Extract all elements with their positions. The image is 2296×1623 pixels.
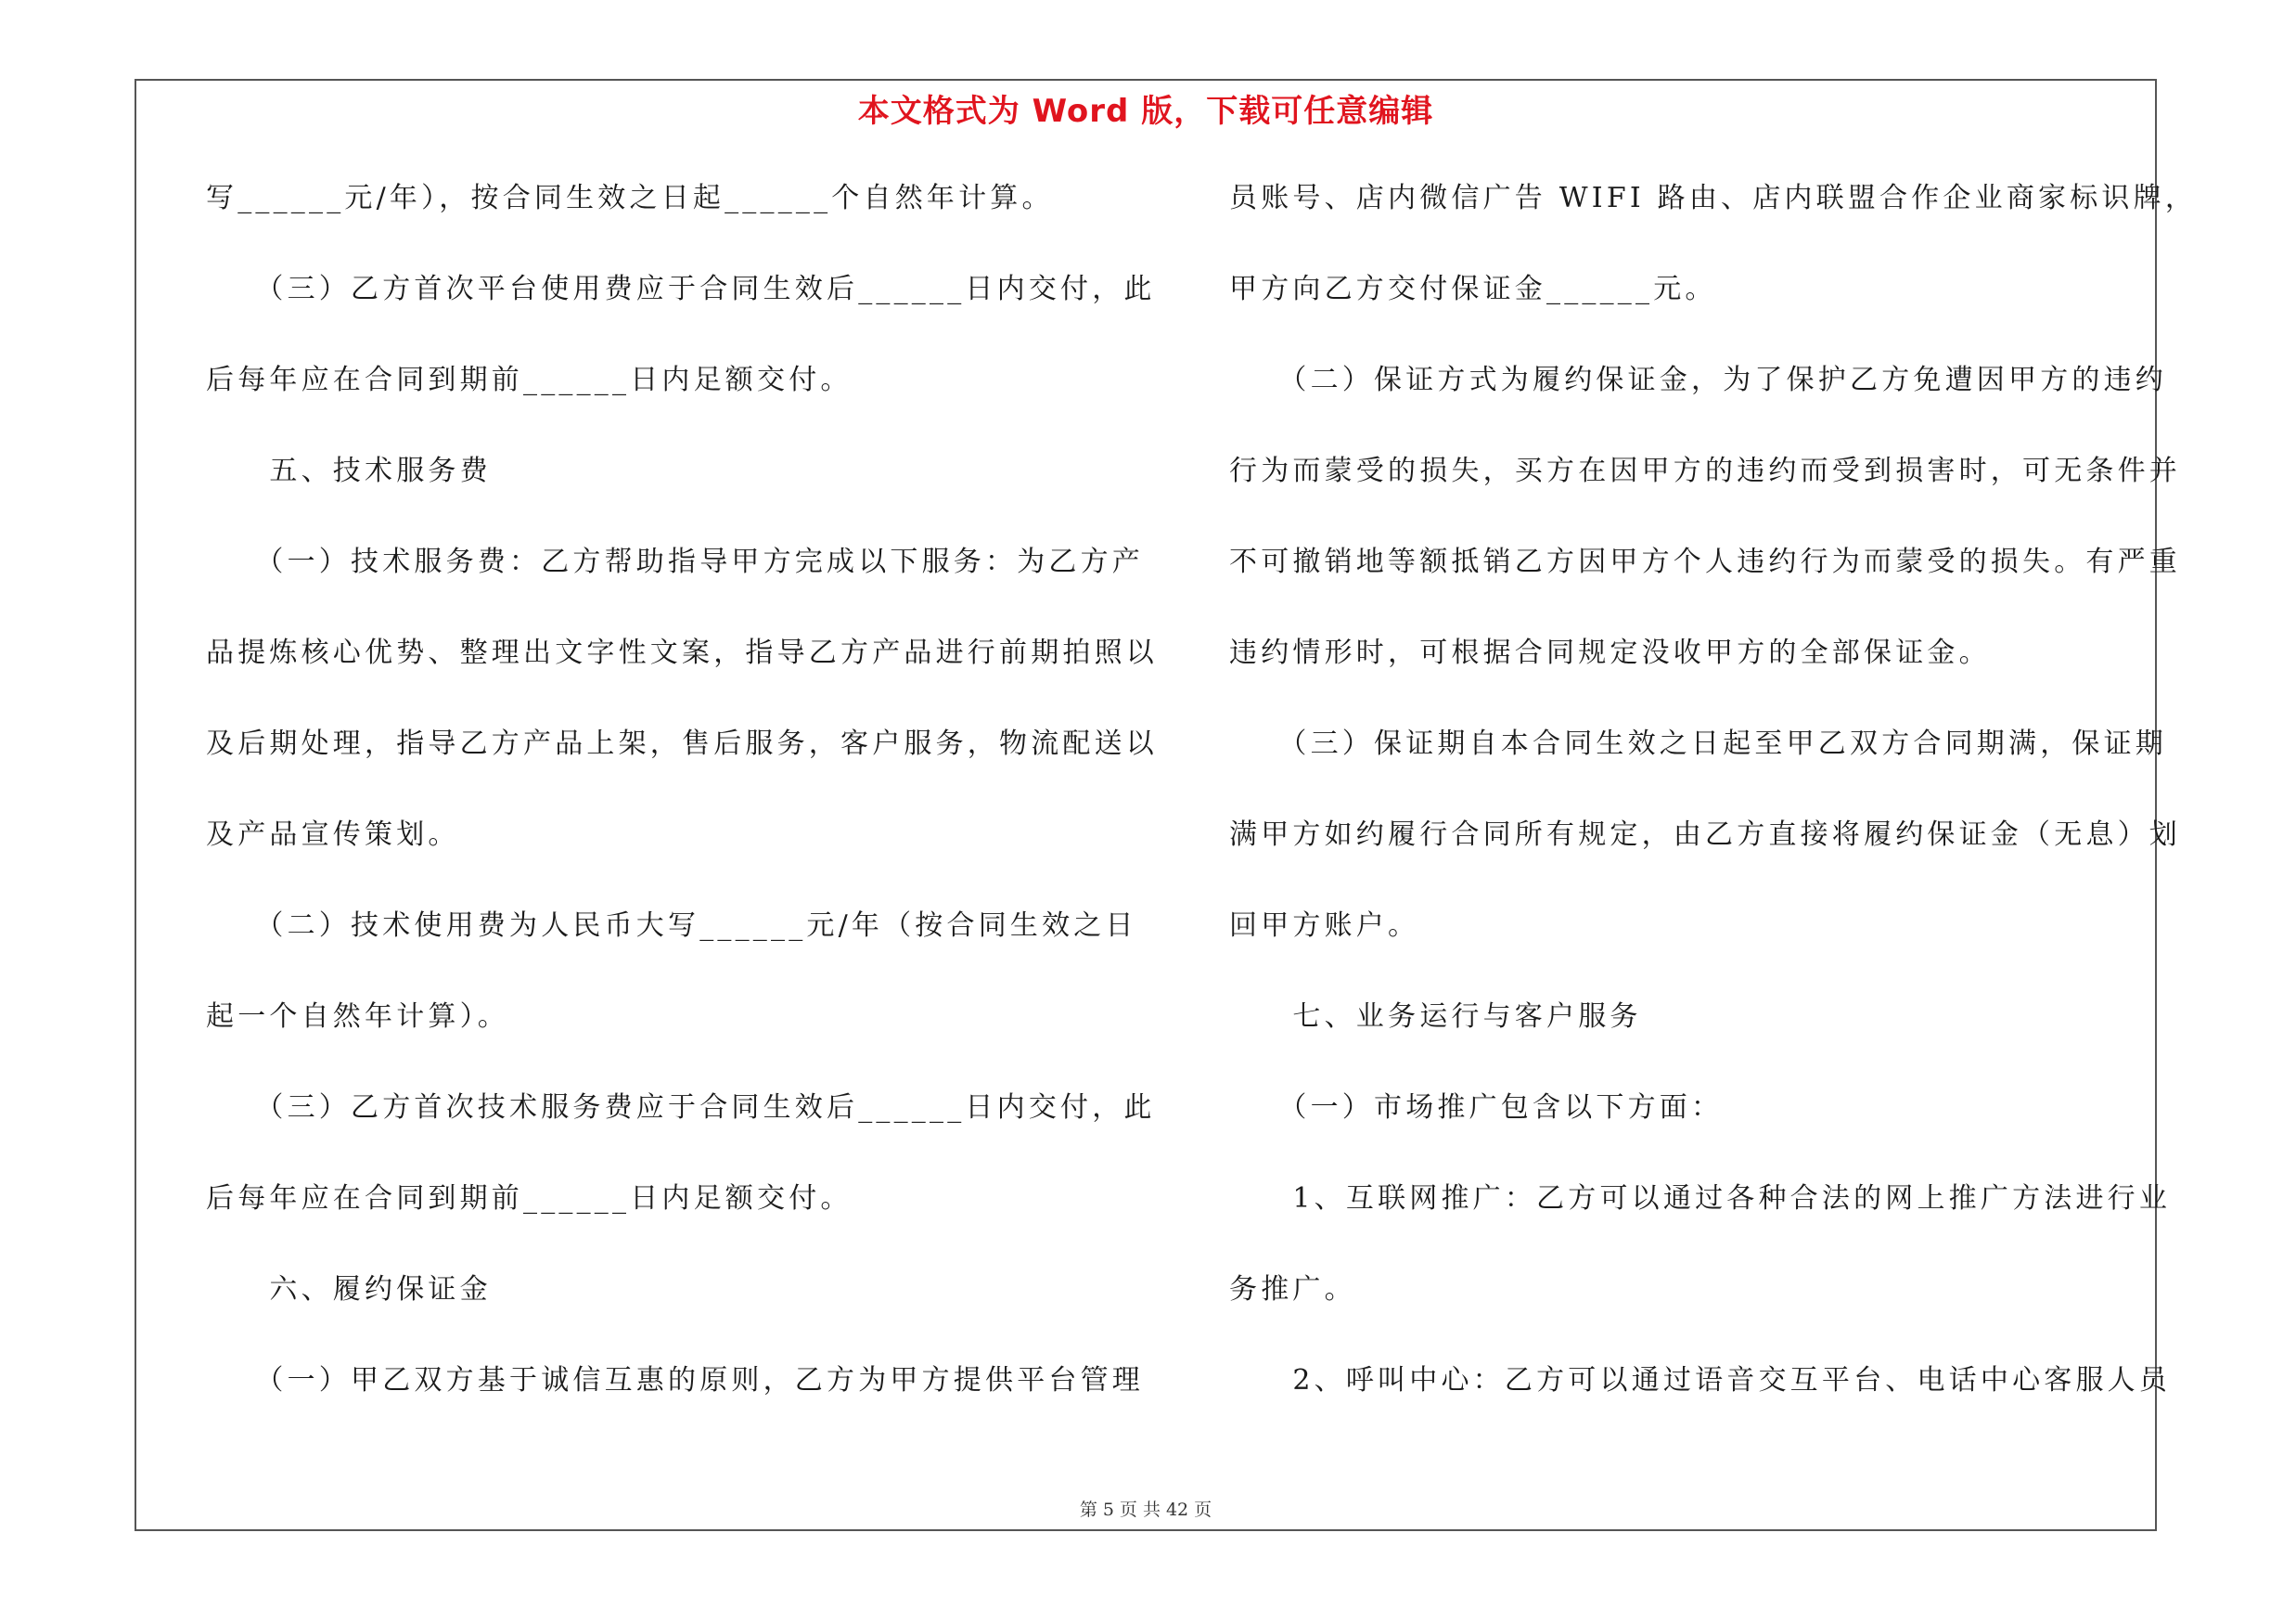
left-column [206,182,1158,1457]
text-line: （一）甲乙双方基于诚信互惠的原则，乙方为甲方提供平台管理 [206,1364,1144,1397]
text-line: 务推广。 [1229,1273,1356,1306]
text-line: 员账号、店内微信广告 WIFI 路由、店内联盟合作企业商家标识牌， [1229,182,2198,214]
text-line: 写______元/年），按合同生效之日起______个自然年计算。 [206,182,1054,214]
text-line: （二）保证方式为履约保证金，为了保护乙方免遭因甲方的违约 [1229,364,2167,396]
right-column [1229,182,2198,1457]
footer-suffix: 页 [1194,1500,1212,1520]
text-line: 2、呼叫中心：乙方可以通过语音交互平台、电话中心客服人员 [1229,1364,2172,1397]
footer-mid: 页 共 [1119,1500,1161,1520]
section-heading: 七、业务运行与客户服务 [1229,1000,1642,1033]
text-line: 甲方向乙方交付保证金______元。 [1229,273,1717,305]
total-pages: 42 [1165,1500,1189,1520]
text-line: （三）保证期自本合同生效之日起至甲乙双方合同期满，保证期 [1229,728,2167,760]
text-line: 及后期处理，指导乙方产品上架，售后服务，客户服务，物流配送以 [206,728,1158,760]
section-heading: 五、技术服务费 [206,455,492,487]
text-line: （一）技术服务费：乙方帮助指导甲方完成以下服务：为乙方产 [206,546,1144,578]
page-number: 5 [1102,1500,1114,1520]
text-line: （一）市场推广包含以下方面： [1229,1091,1724,1124]
text-line: 1、互联网推广：乙方可以通过各种合法的网上推广方法进行业 [1229,1182,2172,1215]
section-heading: 六、履约保证金 [206,1273,492,1306]
text-line: 品提炼核心优势、整理出文字性文案，指导乙方产品进行前期拍照以 [206,637,1158,669]
text-line: 起一个自然年计算）。 [206,1000,509,1033]
text-line: （二）技术使用费为人民币大写______元/年（按合同生效之日 [206,909,1137,942]
page-footer [135,1496,2157,1521]
text-line: 行为而蒙受的损失，买方在因甲方的违约而受到损害时，可无条件并 [1229,455,2181,487]
text-line: 违约情形时，可根据合同规定没收甲方的全部保证金。 [1229,637,1991,669]
text-line: 回甲方账户。 [1229,909,1420,942]
text-line: 不可撤销地等额抵销乙方因甲方个人违约行为而蒙受的损失。有严重 [1229,546,2181,578]
text-line: （三）乙方首次技术服务费应于合同生效后______日内交付，此 [206,1091,1156,1124]
text-line: 满甲方如约履行合同所有规定，由乙方直接将履约保证金（无息）划 [1229,818,2181,851]
text-line: 后每年应在合同到期前______日内足额交付。 [206,364,853,396]
text-line: 及产品宣传策划。 [206,818,460,851]
footer-prefix: 第 [1079,1500,1097,1520]
text-line: （三）乙方首次平台使用费应于合同生效后______日内交付，此 [206,273,1156,305]
format-banner: 本文格式为 Word 版，下载可任意编辑 [857,93,1434,130]
text-line: 后每年应在合同到期前______日内足额交付。 [206,1182,853,1215]
